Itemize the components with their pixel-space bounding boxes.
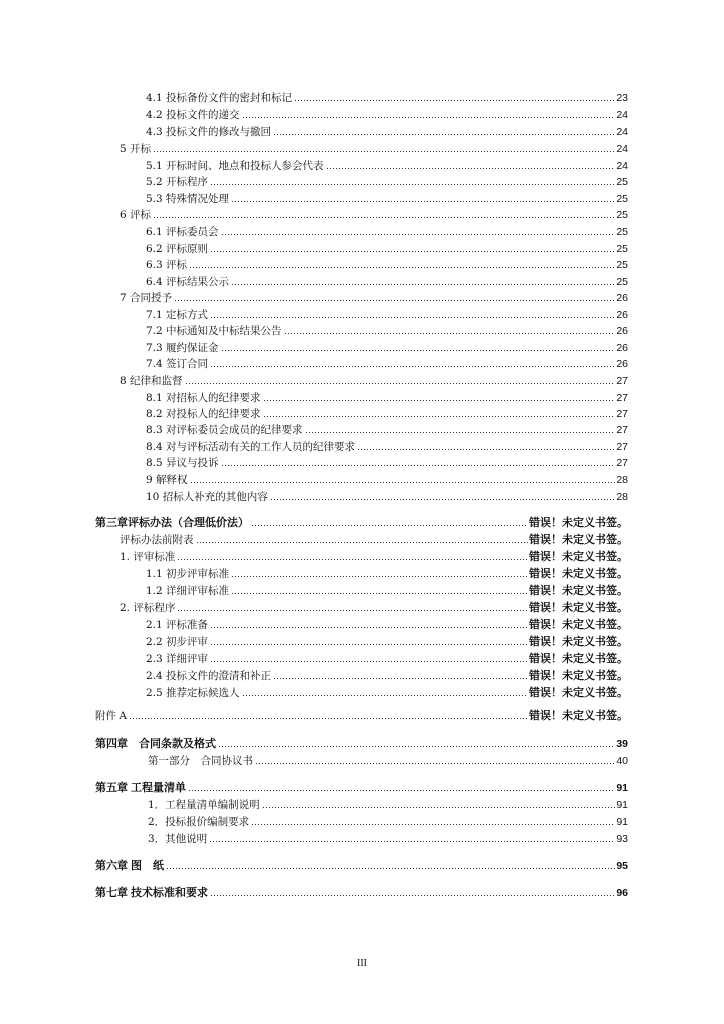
toc-dot-leader (210, 316, 615, 319)
toc-entry-title: 2.1 评标准备 (146, 619, 209, 631)
toc-dot-leader (210, 660, 528, 663)
toc-entry-page: 39 (616, 738, 628, 750)
toc-dot-leader (357, 448, 615, 451)
toc-entry-title: 8.4 对与评标活动有关的工作人员的纪律要求 (146, 441, 356, 453)
toc-entry[interactable] (148, 796, 628, 812)
toc-entry[interactable] (120, 548, 628, 564)
toc-entry-title: 6.1 评标委员会 (146, 226, 219, 238)
toc-dot-leader (251, 524, 528, 527)
toc-entry-title: 1.2 详细评审标准 (146, 585, 230, 597)
toc-dot-leader (231, 283, 615, 286)
toc-entry[interactable] (120, 206, 628, 222)
toc-entry[interactable] (146, 454, 628, 470)
toc-entry-page: 24 (616, 160, 628, 172)
toc-entry-title: 5 开标 (120, 143, 152, 155)
toc-entry-page: 错误！未定义书签。 (529, 516, 628, 529)
toc-entry-page: 25 (616, 193, 628, 205)
toc-entry-title: 10 招标人补充的其他内容 (146, 491, 268, 503)
toc-dot-leader (190, 481, 616, 484)
toc-dot-leader (174, 299, 615, 302)
toc-entry-title: 附件 A (95, 710, 127, 722)
toc-entry-page: 93 (616, 833, 628, 845)
toc-entry-page: 24 (616, 143, 628, 155)
toc-entry-page: 25 (616, 243, 628, 255)
toc-entry-title: 4.3 投标文件的修改与撤回 (146, 126, 272, 138)
toc-entry-title: 第五章 工程量清单 (95, 782, 187, 794)
toc-entry-title: 6.3 评标 (146, 259, 188, 271)
toc-entry-page: 错误！未定义书签。 (529, 709, 628, 722)
toc-entry-title: 1. 评审标准 (120, 551, 176, 563)
toc-entry[interactable] (146, 173, 628, 189)
toc-entry-title: 评标办法前附表 (120, 534, 194, 546)
toc-entry[interactable] (146, 616, 628, 632)
toc-entry-page: 26 (616, 342, 628, 354)
toc-entry[interactable] (146, 339, 628, 355)
toc-dot-leader (177, 609, 528, 612)
toc-entry-page: 27 (616, 375, 628, 387)
toc-entry[interactable] (148, 813, 628, 829)
toc-dot-leader (255, 762, 615, 765)
toc-entry-title: 第三章评标办法（合理低价法） (95, 517, 249, 529)
toc-dot-leader (284, 332, 616, 335)
toc-dot-leader (210, 365, 615, 368)
toc-entry[interactable] (146, 389, 628, 405)
toc-entry-title: 7.2 中标通知及中标结果公告 (146, 325, 282, 337)
toc-entry-title: 8.5 异议与投诉 (146, 457, 219, 469)
toc-entry-page: 28 (616, 491, 628, 503)
toc-entry[interactable] (146, 89, 628, 105)
toc-entry-title: 8.3 对评标委员会成员的纪律要求 (146, 424, 303, 436)
toc-entry-page: 91 (616, 782, 628, 794)
toc-entry[interactable] (146, 106, 628, 122)
toc-entry-title: 8 纪律和监督 (120, 375, 183, 387)
toc-entry-page: 错误！未定义书签。 (529, 550, 628, 563)
toc-dot-leader (210, 643, 528, 646)
toc-entry-title: 2.3 详细评审 (146, 653, 209, 665)
toc-dot-leader (263, 415, 616, 418)
toc-entry[interactable] (148, 830, 628, 846)
toc-entry-page: 25 (616, 176, 628, 188)
toc-dot-leader (242, 116, 616, 119)
toc-entry-title: 第一部分 合同协议书 (148, 755, 253, 767)
toc-entry-page: 91 (616, 816, 628, 828)
toc-dot-leader (221, 233, 616, 236)
toc-entry-page: 错误！未定义书签。 (529, 601, 628, 614)
toc-dot-leader (153, 216, 615, 219)
toc-entry-page: 40 (616, 755, 628, 767)
toc-entry[interactable] (146, 306, 628, 322)
toc-entry[interactable] (146, 190, 628, 206)
toc-entry-page: 27 (616, 392, 628, 404)
toc-dot-leader (209, 840, 615, 843)
toc-entry-title: 9 解释权 (146, 474, 188, 486)
toc-entry-page: 23 (616, 92, 628, 104)
toc-entry-title: 5.2 开标程序 (146, 176, 209, 188)
toc-entry-title: 1．工程量清单编制说明 (148, 799, 260, 811)
toc-dot-leader (262, 806, 616, 809)
toc-entry[interactable] (146, 405, 628, 421)
toc-entry-page: 24 (616, 126, 628, 138)
toc-entry[interactable] (146, 240, 628, 256)
toc-entry[interactable] (146, 650, 628, 666)
toc-dot-leader (242, 694, 528, 697)
toc-dot-leader (263, 399, 616, 402)
toc-entry-page: 错误！未定义书签。 (529, 686, 628, 699)
toc-entry[interactable] (146, 438, 628, 454)
toc-dot-leader (294, 99, 615, 102)
toc-dot-leader (231, 200, 615, 203)
toc-entry-title: 第六章 图 纸 (95, 860, 165, 872)
toc-entry[interactable] (146, 256, 628, 272)
toc-entry[interactable] (95, 707, 628, 723)
toc-entry-page: 错误！未定义书签。 (529, 584, 628, 597)
toc-dot-leader (210, 894, 615, 897)
toc-entry[interactable] (146, 667, 628, 683)
toc-entry-title: 7.4 签订合同 (146, 358, 209, 370)
toc-dot-leader (231, 592, 528, 595)
toc-entry-title: 6 评标 (120, 209, 152, 221)
toc-dot-leader (251, 823, 615, 826)
toc-entry[interactable] (120, 531, 628, 547)
toc-entry-page: 24 (616, 109, 628, 121)
toc-entry-page: 26 (616, 358, 628, 370)
toc-dot-leader (273, 133, 615, 136)
toc-entry[interactable] (146, 322, 628, 338)
toc-entry-page: 25 (616, 276, 628, 288)
toc-dot-leader (189, 266, 615, 269)
toc-entry-title: 1.1 初步评审标准 (146, 568, 230, 580)
toc-entry[interactable] (146, 157, 628, 173)
toc-entry-page: 错误！未定义书签。 (529, 533, 628, 546)
toc-dot-leader (177, 558, 528, 561)
toc-dot-leader (166, 867, 615, 870)
toc-entry-title: 7.1 定标方式 (146, 309, 209, 321)
toc-entry[interactable] (120, 140, 628, 156)
toc-dot-leader (210, 626, 528, 629)
toc-entry-title: 7 合同授予 (120, 292, 173, 304)
toc-entry-page: 26 (616, 292, 628, 304)
toc-dot-leader (153, 150, 615, 153)
toc-entry-page: 26 (616, 309, 628, 321)
toc-entry[interactable] (120, 372, 628, 388)
page-number: III (357, 958, 367, 969)
toc-dot-leader (129, 717, 528, 720)
toc-entry-title: 8.1 对招标人的纪律要求 (146, 392, 261, 404)
toc-dot-leader (221, 349, 616, 352)
toc-entry-page: 27 (616, 457, 628, 469)
toc-dot-leader (185, 382, 616, 385)
toc-entry-title: 4.1 投标备份文件的密封和标记 (146, 92, 293, 104)
toc-entry[interactable] (146, 471, 628, 487)
toc-entry-page: 27 (616, 441, 628, 453)
toc-entry-page: 25 (616, 209, 628, 221)
toc-entry-page: 96 (616, 887, 628, 899)
toc-entry-page: 错误！未定义书签。 (529, 635, 628, 648)
toc-entry-page: 91 (616, 799, 628, 811)
toc-entry-title: 2. 评标程序 (120, 602, 176, 614)
toc-entry-page: 错误！未定义书签。 (529, 652, 628, 665)
toc-entry[interactable] (146, 223, 628, 239)
toc-dot-leader (270, 498, 616, 501)
toc-entry[interactable] (146, 123, 628, 139)
toc-entry[interactable] (146, 488, 628, 504)
toc-entry-title: 第四章 合同条款及格式 (95, 738, 216, 750)
toc-entry-page: 错误！未定义书签。 (529, 669, 628, 682)
toc-dot-leader (188, 789, 615, 792)
toc-entry[interactable] (146, 273, 628, 289)
toc-entry-page: 26 (616, 325, 628, 337)
toc-entry[interactable] (146, 684, 628, 700)
toc-entry-title: 3．其他说明 (148, 833, 208, 845)
toc-entry-page: 28 (616, 474, 628, 486)
toc-entry-page: 25 (616, 226, 628, 238)
toc-entry-title: 2.5 推荐定标候选人 (146, 687, 240, 699)
toc-dot-leader (231, 575, 528, 578)
toc-entry-page: 95 (616, 860, 628, 872)
toc-entry[interactable] (146, 633, 628, 649)
toc-dot-leader (221, 464, 616, 467)
toc-entry-title: 5.3 特殊情况处理 (146, 193, 230, 205)
toc-entry-title: 7.3 履约保证金 (146, 342, 219, 354)
toc-entry-title: 第七章 技术标准和要求 (95, 887, 209, 899)
toc-dot-leader (218, 745, 615, 748)
toc-entry-page: 25 (616, 259, 628, 271)
toc-dot-leader (196, 541, 529, 544)
toc-dot-leader (326, 167, 616, 170)
toc-entry[interactable] (120, 289, 628, 305)
toc-entry[interactable] (95, 514, 628, 530)
toc-entry[interactable] (95, 779, 628, 795)
toc-entry-page: 错误！未定义书签。 (529, 567, 628, 580)
toc-entry[interactable] (146, 582, 628, 598)
toc-entry[interactable] (146, 565, 628, 581)
toc-entry-title: 8.2 对投标人的纪律要求 (146, 408, 261, 420)
toc-dot-leader (273, 677, 528, 680)
toc-entry[interactable] (148, 752, 628, 768)
toc-entry-title: 2．投标报价编制要求 (148, 816, 250, 828)
toc-entry-page: 错误！未定义书签。 (529, 618, 628, 631)
toc-entry-page: 27 (616, 408, 628, 420)
toc-entry[interactable] (146, 355, 628, 371)
toc-entry-title: 5.1 开标时间、地点和投标人参会代表 (146, 160, 324, 172)
toc-entry[interactable] (95, 857, 628, 873)
toc-dot-leader (210, 250, 615, 253)
toc-entry-title: 2.4 投标文件的澄清和补正 (146, 670, 272, 682)
toc-dot-leader (305, 431, 616, 434)
toc-dot-leader (210, 183, 615, 186)
toc-entry[interactable] (120, 599, 628, 615)
toc-entry[interactable] (95, 884, 628, 900)
toc-entry-title: 6.2 评标原则 (146, 243, 209, 255)
toc-entry[interactable] (146, 421, 628, 437)
toc-entry-page: 27 (616, 424, 628, 436)
toc-entry-title: 4.2 投标文件的递交 (146, 109, 240, 121)
toc-entry-title: 2.2 初步评审 (146, 636, 209, 648)
toc-entry-title: 6.4 评标结果公示 (146, 276, 230, 288)
toc-entry[interactable] (95, 735, 628, 751)
